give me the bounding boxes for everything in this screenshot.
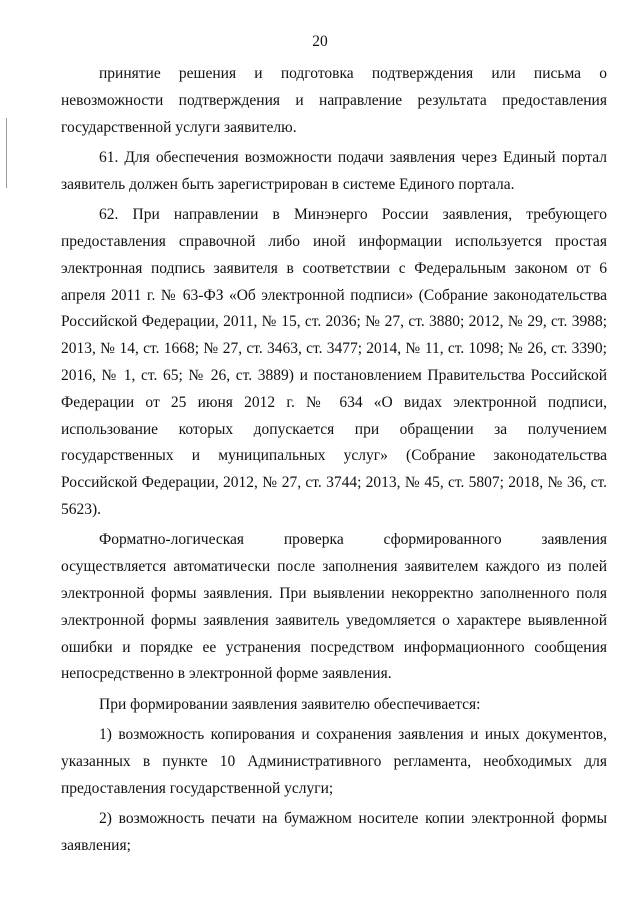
paragraph-continuation: принятие решения и подготовка подтверждения или письма о невозможности подтверждения и направление результата предоставления государственной услуги заявителю. [61, 65, 607, 136]
paragraph-item-2: 2) возможность печати на бумажном носителе копии электронной формы заявления; [61, 810, 607, 854]
scan-edge-mark [6, 118, 7, 188]
paragraph-item-1: 1) возможность копирования и сохранения заявления и иных документов, указанных в пункте 10 Административного регламента, необходимых для предоставления государственной услуги; [61, 726, 607, 797]
document-body [61, 61, 607, 863]
paragraph-61: 61. Для обеспечения возможности подачи заявления через Единый портал заявитель должен быть зарегистрирован в системе Единого портала. [61, 148, 607, 193]
paragraph-format-check: Форматно-логическая проверка сформированного заявления осуществляется автоматически после заполнения заявителем каждого из полей электронной формы заявления. При выявлении некорректно заполненного поля электронной формы заявления заявитель уведомляется о характере выявленной ошибки и порядке ее устранения посредством информационного сообщения непосредственно в электронной форме заявления. [61, 531, 607, 683]
paragraph-62: 62. При направлении в Минэнерго России заявления, требующего предоставления справочной либо иной информации используется простая электронная подпись заявителя в соответствии с Федеральным законом от 6 апреля 2011 г. № 63-ФЗ «Об электронной подписи» (Собрание законодательства Российской Федерации, 2011, № 15, ст. 2036; № 27, ст. 3880; 2012, № 29, ст. 3988; 2013, № 14, ст. 1668; № 27, ст. 3463, ст. 3477; 2014, № 11, ст. 1098; № 26, ст. 3390; 2016, № 1, ст. 65; № 26, ст. 3889) и постановлением Правительства Российской Федерации от 25 июня 2012 г. № 634 «О видах электронной подписи, использование которых допускается при обращении за получением государственных и муниципальных услуг» (Собрание законодательства Российской Федерации, 2012, № 27, ст. 3744; 2013, № 45, ст. 5807; 2018, № 36, ст. 5623). [61, 206, 607, 518]
paragraph-form-intro: При формировании заявления заявителю обеспечивается: [99, 695, 481, 713]
page-number: 20 [312, 33, 328, 50]
